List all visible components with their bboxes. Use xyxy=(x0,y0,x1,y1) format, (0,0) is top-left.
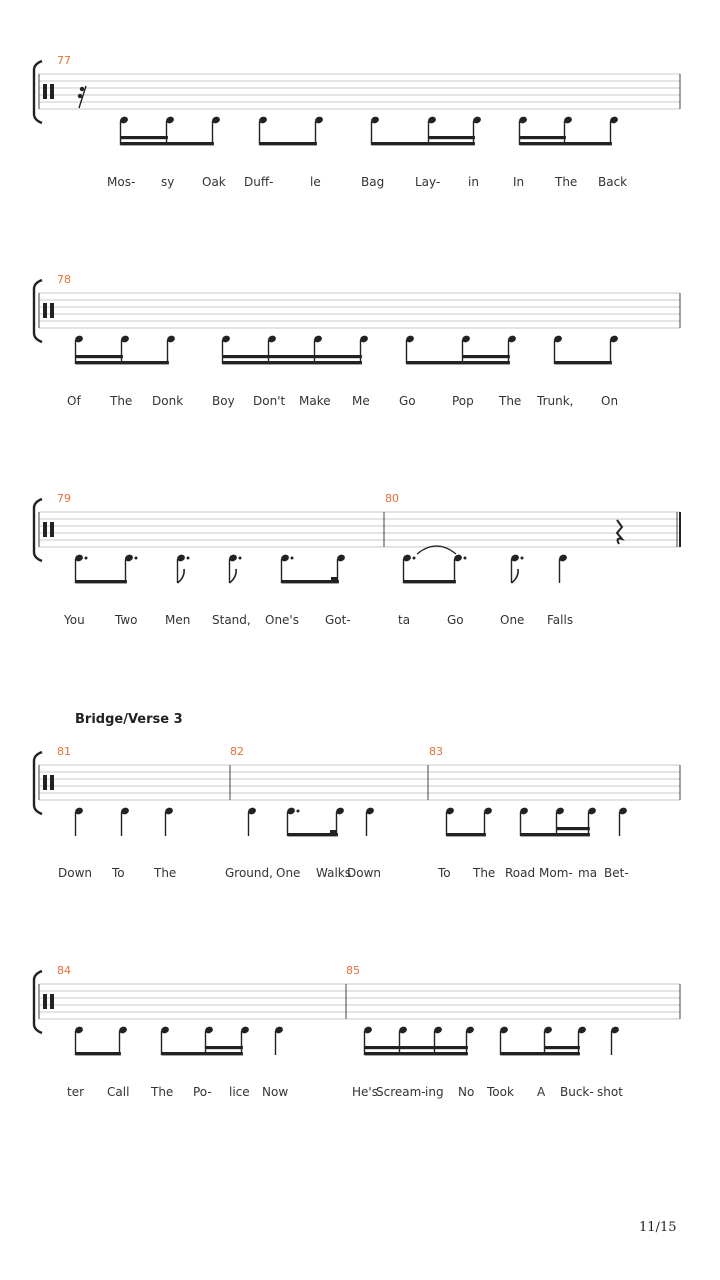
beam xyxy=(555,361,612,364)
note xyxy=(124,554,137,583)
augmentation-dot xyxy=(291,557,294,560)
note xyxy=(453,554,466,583)
beam-sixteenth xyxy=(365,1046,468,1049)
lyric-syllable: in xyxy=(468,175,479,189)
lyric-syllable: Down xyxy=(58,866,93,880)
lyric-syllable: shot xyxy=(597,1085,623,1099)
augmentation-dot xyxy=(413,557,416,560)
note xyxy=(519,807,529,836)
lyric-syllable: The xyxy=(499,394,522,408)
note xyxy=(577,1026,587,1055)
lyric-syllable: The xyxy=(473,866,496,880)
beam-sixteenth xyxy=(463,355,510,358)
lyric-syllable: Falls xyxy=(547,613,574,627)
staff-system-4 xyxy=(34,745,680,880)
eighth-flag xyxy=(178,569,185,583)
beam xyxy=(282,580,339,583)
note xyxy=(314,116,324,145)
beam xyxy=(223,361,362,364)
eighth-flag xyxy=(230,569,237,583)
beam xyxy=(365,1052,468,1055)
percussion-clef-icon xyxy=(50,994,54,1009)
percussion-clef-icon xyxy=(43,303,47,318)
note xyxy=(286,807,299,836)
lyric-syllable: You xyxy=(64,613,85,627)
sixteenth-rest-icon xyxy=(80,87,84,91)
note xyxy=(267,335,277,364)
note xyxy=(510,554,523,583)
note xyxy=(427,116,437,145)
lyric-syllable: le xyxy=(310,175,321,189)
note xyxy=(176,554,189,583)
beam-sixteenth xyxy=(121,136,168,139)
percussion-clef-icon xyxy=(50,303,54,318)
measure-number: 82 xyxy=(230,745,244,758)
note xyxy=(120,807,130,836)
lyric-syllable: To xyxy=(438,866,451,880)
lyric-syllable: Of xyxy=(67,394,81,408)
section-label: Bridge/Verse 3 xyxy=(75,712,183,727)
measure-number: 79 xyxy=(57,492,71,505)
note xyxy=(359,335,369,364)
lyric-syllable: On xyxy=(601,394,619,408)
note xyxy=(247,807,257,836)
lyric-syllable: lice xyxy=(229,1085,250,1099)
lyric-syllable: The xyxy=(151,1085,174,1099)
note xyxy=(258,116,268,145)
note xyxy=(563,116,573,145)
sixteenth-beamlet xyxy=(330,830,337,833)
system-bracket xyxy=(34,61,42,123)
note xyxy=(240,1026,250,1055)
note xyxy=(204,1026,214,1055)
note xyxy=(74,554,87,583)
lyric-syllable: Oak xyxy=(202,175,226,189)
augmentation-dot xyxy=(187,557,190,560)
lyric-syllable: The xyxy=(154,866,177,880)
note xyxy=(228,554,241,583)
beam xyxy=(288,833,338,836)
lyric-syllable: Boy xyxy=(212,394,235,408)
system-bracket xyxy=(34,280,42,342)
augmentation-dot xyxy=(85,557,88,560)
note xyxy=(609,335,619,364)
lyric-syllable: Trunk, xyxy=(537,394,574,408)
note xyxy=(405,335,415,364)
note xyxy=(330,807,345,836)
beam-sixteenth xyxy=(545,1046,580,1049)
measure-number: 84 xyxy=(57,964,71,977)
beam xyxy=(520,142,612,145)
percussion-clef-icon xyxy=(50,84,54,99)
note xyxy=(118,1026,128,1055)
lyric-syllable: Po- xyxy=(193,1085,212,1099)
augmentation-dot xyxy=(239,557,242,560)
measure-number: 83 xyxy=(429,745,443,758)
note xyxy=(313,335,323,364)
lyric-syllable: Donk xyxy=(152,394,184,408)
lyric-syllable: He's xyxy=(352,1085,378,1099)
beam xyxy=(521,833,590,836)
percussion-clef-icon xyxy=(43,84,47,99)
note xyxy=(166,335,176,364)
lyric-syllable: Mos- xyxy=(107,175,136,189)
beam xyxy=(260,142,317,145)
augmentation-dot xyxy=(521,557,524,560)
lyric-syllable: In xyxy=(513,175,525,189)
beam-sixteenth xyxy=(223,355,362,358)
note xyxy=(74,1026,84,1055)
lyric-syllable: Bag xyxy=(361,175,385,189)
staff-system-3 xyxy=(34,492,680,627)
note xyxy=(274,1026,284,1055)
lyric-syllable: ma xyxy=(578,866,598,880)
beam-sixteenth xyxy=(557,827,590,830)
note xyxy=(119,116,129,145)
beam xyxy=(121,142,214,145)
lyric-syllable: ter xyxy=(67,1085,85,1099)
staff-system-5 xyxy=(34,964,680,1099)
beam xyxy=(447,833,486,836)
lyric-syllable: Now xyxy=(262,1085,289,1099)
lyric-syllable: No xyxy=(458,1085,475,1099)
staff-system-2 xyxy=(34,273,680,408)
lyric-syllable: Me xyxy=(352,394,370,408)
note xyxy=(164,807,174,836)
note xyxy=(331,554,346,583)
lyric-syllable: ta xyxy=(398,613,411,627)
lyric-syllable: Lay- xyxy=(415,175,441,189)
staff-system-1 xyxy=(34,54,680,189)
lyric-syllable: To xyxy=(112,866,125,880)
page-indicator xyxy=(639,1220,676,1235)
lyric-syllable: One xyxy=(500,613,525,627)
note xyxy=(507,335,517,364)
lyric-syllable: A xyxy=(537,1085,546,1099)
page-separator: / xyxy=(655,1220,660,1235)
percussion-clef-icon xyxy=(50,522,54,537)
note xyxy=(587,807,597,836)
note xyxy=(558,554,568,583)
lyric-syllable: Road xyxy=(505,866,536,880)
lyric-syllable: Walks xyxy=(316,866,351,880)
note xyxy=(370,116,380,145)
augmentation-dot xyxy=(135,557,138,560)
lyric-syllable: Back xyxy=(598,175,628,189)
system-bracket xyxy=(34,499,42,561)
percussion-clef-icon xyxy=(43,994,47,1009)
lyric-syllable: Stand, xyxy=(212,613,251,627)
measure-number: 78 xyxy=(57,273,71,286)
note xyxy=(543,1026,553,1055)
lyric-syllable: Down xyxy=(347,866,382,880)
beam-sixteenth xyxy=(206,1046,243,1049)
note xyxy=(445,807,455,836)
note xyxy=(499,1026,509,1055)
beam xyxy=(162,1052,243,1055)
beam-sixteenth xyxy=(76,355,123,358)
measure-number: 81 xyxy=(57,745,71,758)
page-total: 15 xyxy=(659,1220,677,1235)
note xyxy=(160,1026,170,1055)
lyric-syllable: One xyxy=(276,866,301,880)
beam xyxy=(501,1052,580,1055)
lyric-syllable: Duff- xyxy=(244,175,274,189)
sixteenth-rest-icon xyxy=(78,94,82,98)
lyric-syllable: Pop xyxy=(452,394,474,408)
note xyxy=(472,116,482,145)
beam xyxy=(372,142,475,145)
beam xyxy=(76,1052,121,1055)
percussion-clef-icon xyxy=(43,522,47,537)
system-bracket xyxy=(34,752,42,814)
measure-number: 85 xyxy=(346,964,360,977)
lyric-syllable: Buck- xyxy=(560,1085,594,1099)
lyric-syllable: Men xyxy=(165,613,191,627)
lyric-syllable: One's xyxy=(265,613,299,627)
note xyxy=(555,807,565,836)
lyric-syllable: Ground, xyxy=(225,866,273,880)
measure-number: 80 xyxy=(385,492,399,505)
note xyxy=(433,1026,443,1055)
lyric-syllable: Bet- xyxy=(604,866,629,880)
note xyxy=(120,335,130,364)
note xyxy=(398,1026,408,1055)
lyric-syllable: The xyxy=(110,394,133,408)
lyric-syllable: Scream- xyxy=(376,1085,426,1099)
beam xyxy=(76,580,127,583)
lyric-syllable: Go xyxy=(399,394,416,408)
note xyxy=(74,807,84,836)
beam xyxy=(407,361,510,364)
lyric-syllable: Two xyxy=(115,613,138,627)
note xyxy=(74,335,84,364)
beam xyxy=(404,580,456,583)
note xyxy=(165,116,175,145)
beam xyxy=(76,361,169,364)
measure-number: 77 xyxy=(57,54,71,67)
system-bracket xyxy=(34,971,42,1033)
beam-sixteenth xyxy=(429,136,475,139)
note xyxy=(609,116,619,145)
lyric-syllable: Call xyxy=(107,1085,130,1099)
note xyxy=(221,335,231,364)
eighth-flag xyxy=(512,569,519,583)
note xyxy=(553,335,563,364)
lyric-syllable: Got- xyxy=(325,613,351,627)
sixteenth-beamlet xyxy=(331,577,338,580)
percussion-clef-icon xyxy=(50,775,54,790)
note xyxy=(402,554,415,583)
note xyxy=(483,807,493,836)
lyric-syllable: sy xyxy=(161,175,175,189)
quarter-rest-icon xyxy=(617,520,622,544)
page-current: 11 xyxy=(639,1220,656,1235)
note xyxy=(211,116,221,145)
augmentation-dot xyxy=(297,810,300,813)
note xyxy=(280,554,293,583)
percussion-clef-icon xyxy=(43,775,47,790)
lyric-syllable: The xyxy=(555,175,578,189)
lyric-syllable: ing xyxy=(425,1085,444,1099)
note xyxy=(461,335,471,364)
note xyxy=(365,807,375,836)
note xyxy=(465,1026,475,1055)
lyric-syllable: Don't xyxy=(253,394,286,408)
lyric-syllable: Took xyxy=(487,1085,514,1099)
lyric-syllable: Make xyxy=(299,394,331,408)
lyric-syllable: Mom- xyxy=(539,866,573,880)
beam-sixteenth xyxy=(520,136,566,139)
note xyxy=(610,1026,620,1055)
note xyxy=(363,1026,373,1055)
lyric-syllable: Go xyxy=(447,613,464,627)
note xyxy=(618,807,628,836)
note xyxy=(518,116,528,145)
augmentation-dot xyxy=(464,557,467,560)
